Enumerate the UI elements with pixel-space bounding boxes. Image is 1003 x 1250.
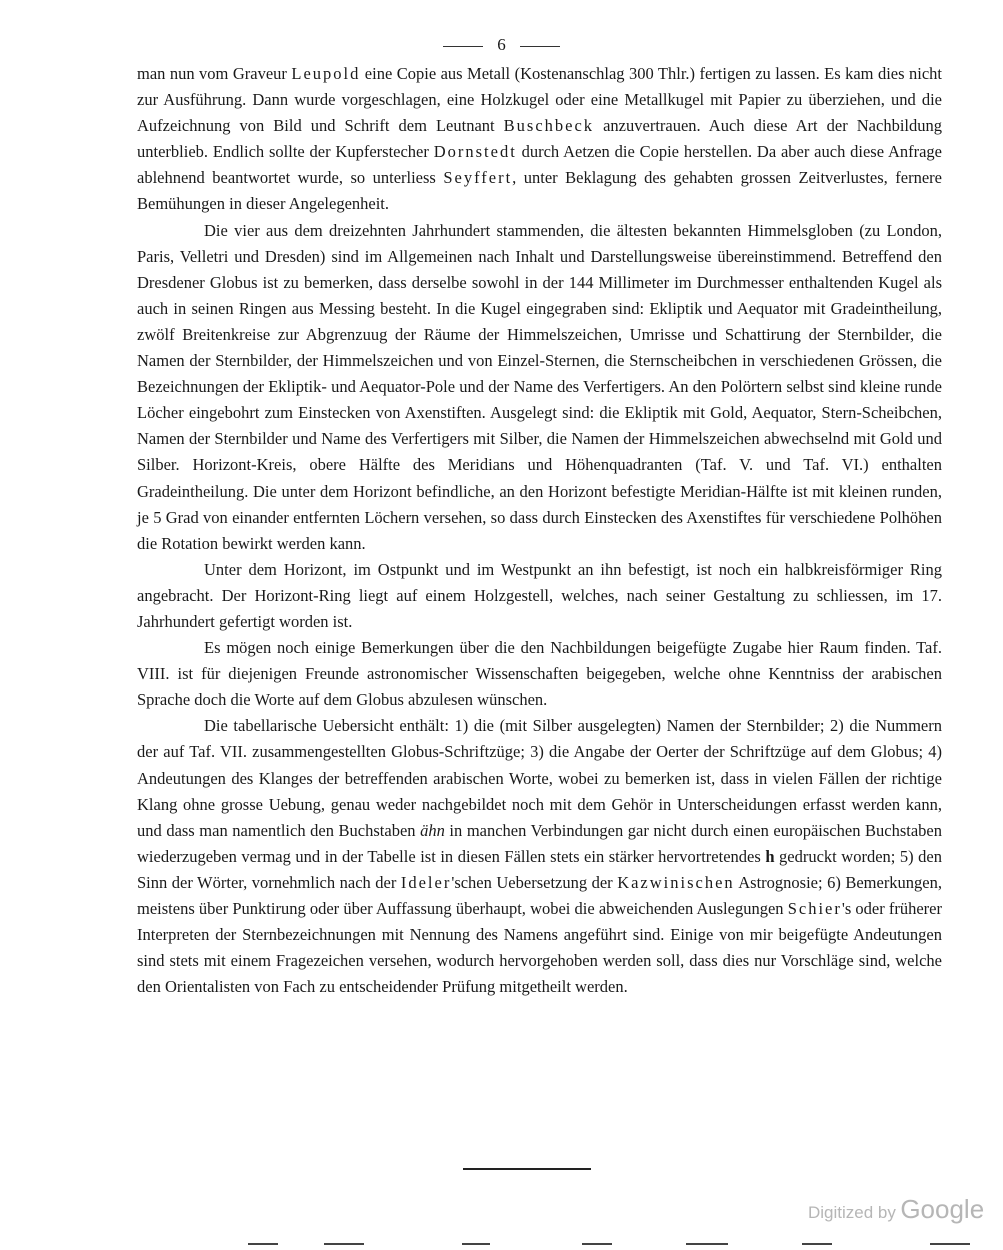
end-rule bbox=[463, 1168, 591, 1170]
spaced-name: Kazwinischen bbox=[617, 872, 735, 892]
spaced-name: Leupold bbox=[291, 64, 361, 83]
bold-letter: h bbox=[765, 846, 775, 866]
scan-edge-mark bbox=[324, 1243, 364, 1245]
spaced-name: Buschbeck bbox=[503, 116, 595, 136]
text-run: durch Aetzen die Copie herstellen. Da aber auch diese Anfrage ablehnend beantwortet wurde, so unterliess bbox=[137, 142, 942, 188]
text-run: Unter dem Horizont, im Ostpunkt und im Westpunkt an ihn befestigt, ist noch ein halbkreisförmiger Ring angebracht. Der Horizont-Ring liegt auf einem Holzgestell, welches, nach seiner Gestaltung zu schliessen, im 17. Jahrhundert gefertigt worden ist. bbox=[137, 559, 942, 631]
scan-edge-mark bbox=[930, 1243, 970, 1245]
italic-text: ähn bbox=[420, 820, 445, 840]
text-run: eine Copie aus Metall (Kostenanschlag 300 Thlr.) fertigen zu lassen. Es kam dies nicht zur Ausführung. Dann wurde vorgeschlagen, eine Holzkugel oder eine Metallkugel mit Papier zu überziehen, und die Aufzeichnung von Bild und Schrift dem Leutnant bbox=[137, 64, 942, 136]
text-run: in manchen Verbindungen gar nicht durch einen europäischen Buchstaben wiederzugeben vermag und in der Tabelle ist in diesen Fällen stets ein stärker hervortretendes bbox=[137, 820, 942, 866]
spaced-name: Ideler bbox=[400, 872, 452, 892]
scan-edge-mark bbox=[686, 1243, 728, 1245]
paragraph bbox=[137, 635, 942, 713]
text-run: gedruckt worden; 5) den Sinn der Wörter, vornehmlich nach der bbox=[137, 846, 942, 892]
spaced-name: Seyffert bbox=[443, 168, 513, 188]
page-header bbox=[0, 34, 1003, 56]
digitized-by-watermark bbox=[808, 1194, 984, 1225]
scan-edge-mark bbox=[582, 1243, 612, 1245]
text-run: 'schen Uebersetzung der bbox=[451, 872, 618, 892]
body-text bbox=[137, 61, 942, 1000]
text-run: Es mögen noch einige Bemerkungen über die den Nachbildungen beigefügte Zugabe hier Raum finden. Taf. VIII. ist für diejenigen Freunde astronomischer Wissenschaften beigegeben, welche ohne Kenntniss der arabischen Sprache doch die Worte auf dem Globus abzulesen wünschen. bbox=[137, 638, 942, 710]
text-run: Astrognosie; 6) Bemerkungen, meistens über Punktirung oder über Auffassung überhaupt, wobei die abweichenden Auslegungen bbox=[137, 872, 943, 918]
text-run: Die vier aus dem dreizehnten Jahrhundert stammenden, die ältesten bekannten Himmelsgloben (zu London, Paris, Velletri und Dresden) sind im Allgemeinen nach Inhalt und Darstellungsweise übereinstimmend. Betreffend den Dresdener Globus ist zu bemerken, dass derselbe sowohl in der 144 Millimeter im Durchmesser enthaltenden Kugel als auch in seinen Ringen aus Messing besteht. In die Kugel eingegraben sind: Ekliptik und Aequator mit Gradeintheilung, zwölf Breitenkreise zur Abgrenzuug der Räume der Himmelszeichen, Umrisse und Schattirung der Sternbilder, die Namen der Sternbilder, der Himmelszeichen und von Einzel-Sternen, die Sternscheibchen in verschiedenen Grössen, die Bezeichnungen der Ekliptik- und Aequator-Pole und der Name des Verfertigers. An den Polörtern selbst sind kleine runde Löcher eingebohrt zum Einstecken von Axenstiften. Ausgelegt sind: die Ekliptik mit Gold, Aequator, Stern-Scheibchen, Namen der Sternbilder und Name des Verfertigers mit Silber, die Namen der Himmelszeichen abwechselnd mit Gold und Silber. Horizont-Kreis, obere Hälfte des Meridians und Höhenquadranten (Taf. V. und Taf. VI.) enthalten Gradeintheilung. Die unter dem Horizont befindliche, an den Horizont befestigte Meridian-Hälfte ist mit kleinen runden, je 5 Grad von einander entfernten Löchern versehen, so dass durch Einstecken des Axenstiftes für verschiedene Polhöhen die Rotation bewirkt werden kann. bbox=[137, 220, 942, 553]
paragraph bbox=[137, 218, 942, 557]
text-run: 's oder früherer Interpreten der Sternbezeichnungen mit Nennung des Namens angeführt sind. Einige von mir beigefügte Andeutungen sind stets mit einem Fragezeichen versehen, wodurch hervorgehoben werden soll, dass dies nur Vorschläge sind, welche den Orientalisten von Fach zu entscheidender Prüfung mitgetheilt werden. bbox=[137, 899, 942, 997]
paragraph bbox=[137, 61, 942, 218]
watermark-prefix: Digitized by bbox=[808, 1203, 896, 1222]
spaced-name: Schier bbox=[787, 899, 842, 918]
scan-edge-mark bbox=[462, 1243, 490, 1245]
paragraph bbox=[137, 557, 942, 635]
page-number: 6 bbox=[497, 35, 506, 54]
header-rule-right bbox=[520, 46, 560, 47]
text-run: , unter Beklagung des gehabten grossen Zeitverlustes, fernere Bemühungen in dieser Angelegenheit. bbox=[137, 168, 942, 214]
spaced-name: Dornstedt bbox=[433, 142, 517, 162]
scan-edge-mark bbox=[248, 1243, 278, 1245]
text-run: man nun vom Graveur bbox=[137, 64, 292, 83]
google-logo: Google bbox=[900, 1194, 985, 1224]
text-run: Die tabellarische Uebersicht enthält: 1) die (mit Silber ausgelegten) Namen der Sternbilder; 2) die Nummern der auf Taf. VII. zusammengestellten Globus-Schriftzüge; 3) die Angabe der Oerter der Schriftzüge auf dem Globus; 4) Andeutungen des Klanges der betreffenden arabischen Worte, wobei zu bemerken ist, dass in vielen Fällen der richtige Klang ohne grosse Uebung, genau weder nachgebildet noch mit dem Gehör in Unterscheidungen erfasst werden kann, und dass man namentlich den Buchstaben bbox=[137, 716, 942, 840]
paragraph bbox=[137, 713, 942, 1000]
text-run: anzuvertrauen. Auch diese Art der Nachbildung unterblieb. Endlich sollte der Kupferstecher bbox=[137, 116, 942, 162]
header-rule-left bbox=[443, 46, 483, 47]
scan-edge-mark bbox=[802, 1243, 832, 1245]
